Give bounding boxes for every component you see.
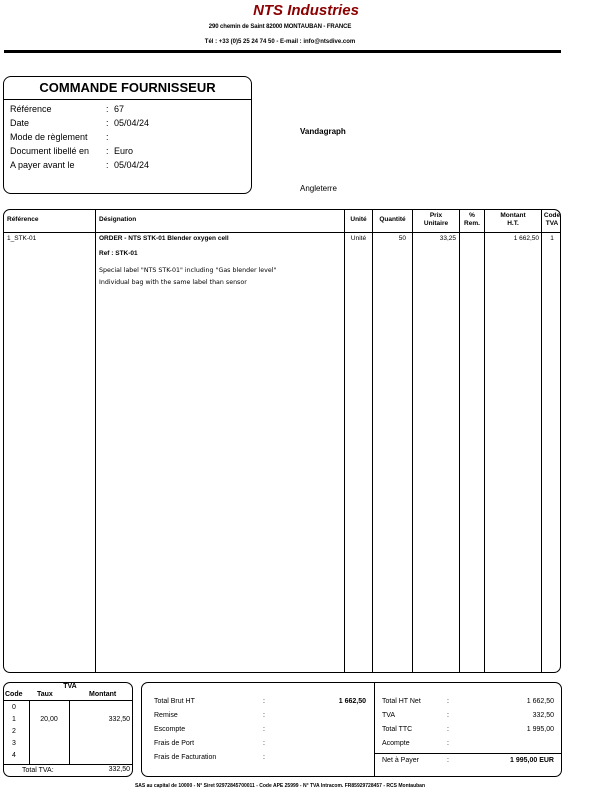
col-header-vat-code: Code TVA xyxy=(543,212,561,227)
item-note-1: Special label "NTS STK-01" including "Gas blender level" xyxy=(99,267,277,274)
vat-summary-box xyxy=(3,682,133,777)
col-header-designation: Désignation xyxy=(99,216,137,223)
vat-code: 2 xyxy=(12,728,16,735)
legal-footer: SAS au capital de 10000 - N° Siret 92972845700011 - Code APE 25999 - N° TVA Intracom. FR85929728457 - RCS Montauban xyxy=(134,783,426,789)
item-ref-line: Ref : STK-01 xyxy=(99,250,138,257)
item-amount: 1 662,50 xyxy=(513,235,539,242)
item-reference: 1_STK-01 xyxy=(7,235,37,242)
vat-col-code: Code xyxy=(5,691,23,698)
deposit-label: Acompte xyxy=(382,740,410,747)
total-gross-value: 1 662,50 xyxy=(338,698,366,705)
order-field-label: A payer avant le xyxy=(10,160,75,170)
supplier-name: Vandagraph xyxy=(300,127,346,136)
order-field-label: Mode de règlement xyxy=(10,132,88,142)
item-unit: Unité xyxy=(350,235,367,242)
net-to-pay-label: Net à Payer xyxy=(382,757,419,764)
company-name: NTS Industries xyxy=(253,2,359,19)
company-address: 290 chemin de Saint 82000 MONTAUBAN - FRANCE xyxy=(208,24,352,30)
vat-code: 3 xyxy=(12,740,16,747)
company-contact: Tél : +33 (0)5 25 24 74 50 - E-mail : info@ntsdive.com xyxy=(204,39,356,45)
early-payment-label: Escompte xyxy=(154,726,186,733)
col-header-unit: Unité xyxy=(350,216,367,223)
supplier-country: Angleterre xyxy=(300,184,337,193)
vat-col-amount: Montant xyxy=(89,691,117,698)
vat-label: TVA xyxy=(382,712,396,719)
vat-code: 4 xyxy=(12,752,16,759)
vat-rate: 20,00 xyxy=(40,716,58,723)
vat-col-rate: Taux xyxy=(37,691,53,698)
vat-total-label: Total TVA: xyxy=(22,767,54,774)
vat-value: 332,50 xyxy=(532,712,554,719)
order-field-value: 67 xyxy=(114,104,125,114)
order-field-label: Date xyxy=(10,118,30,128)
item-quantity: 50 xyxy=(398,235,406,242)
col-header-discount: % Rem. xyxy=(464,212,480,227)
order-info-box: COMMANDE FOURNISSEUR Référence : 67 Date : 05/04/24 Mode de règlement : Document libellé en : Euro A payer avant le : 05/04/24 xyxy=(3,76,252,194)
items-table xyxy=(3,209,561,673)
item-unit-price: 33,25 xyxy=(439,235,456,242)
order-field-value: Euro xyxy=(114,146,134,156)
billing-fees-label: Frais de Facturation xyxy=(154,754,217,761)
order-field-label: Document libellé en xyxy=(10,146,90,156)
vat-total-value: 332,50 xyxy=(108,766,130,773)
item-designation: ORDER - NTS STK-01 Blender oxygen cell xyxy=(99,235,229,242)
header-rule xyxy=(4,50,561,53)
totals-box: Total Brut HT : 1 662,50 Remise : Escompte : Frais de Port : Frais de Facturation : Total HT Net : 1 662,50 TVA : 332,50 Total TTC : 1 995,00 Acompte : Net à Payer : 1 995,00 EUR xyxy=(141,682,562,777)
vat-code: 0 xyxy=(12,704,16,711)
col-header-amount: Montant H.T. xyxy=(500,212,526,227)
vat-code: 1 xyxy=(12,716,16,723)
total-net-value: 1 662,50 xyxy=(526,698,554,705)
col-header-unit-price: Prix Unitaire xyxy=(423,212,449,227)
items-header-divider xyxy=(4,232,560,233)
total-gross-label: Total Brut HT xyxy=(154,698,195,705)
order-title: COMMANDE FOURNISSEUR xyxy=(39,80,216,95)
total-ttc-label: Total TTC xyxy=(382,726,413,733)
order-field-label: Référence xyxy=(10,104,52,114)
vat-amount: 332,50 xyxy=(108,716,130,723)
order-title-divider xyxy=(4,99,251,100)
order-field-value: 05/04/24 xyxy=(114,118,150,128)
col-header-reference: Référence xyxy=(7,216,39,223)
item-vat-code: 1 xyxy=(550,235,554,242)
item-note-2: Individual bag with the same label than sensor xyxy=(99,279,247,286)
order-field-value: 05/04/24 xyxy=(114,160,150,170)
vat-title: TVA xyxy=(63,683,77,690)
discount-label: Remise xyxy=(154,712,178,719)
total-net-label: Total HT Net xyxy=(382,698,421,705)
net-to-pay-value: 1 995,00 EUR xyxy=(510,757,554,764)
shipping-label: Frais de Port xyxy=(154,740,195,747)
total-ttc-value: 1 995,00 xyxy=(526,726,554,733)
col-header-quantity: Quantité xyxy=(379,216,406,223)
